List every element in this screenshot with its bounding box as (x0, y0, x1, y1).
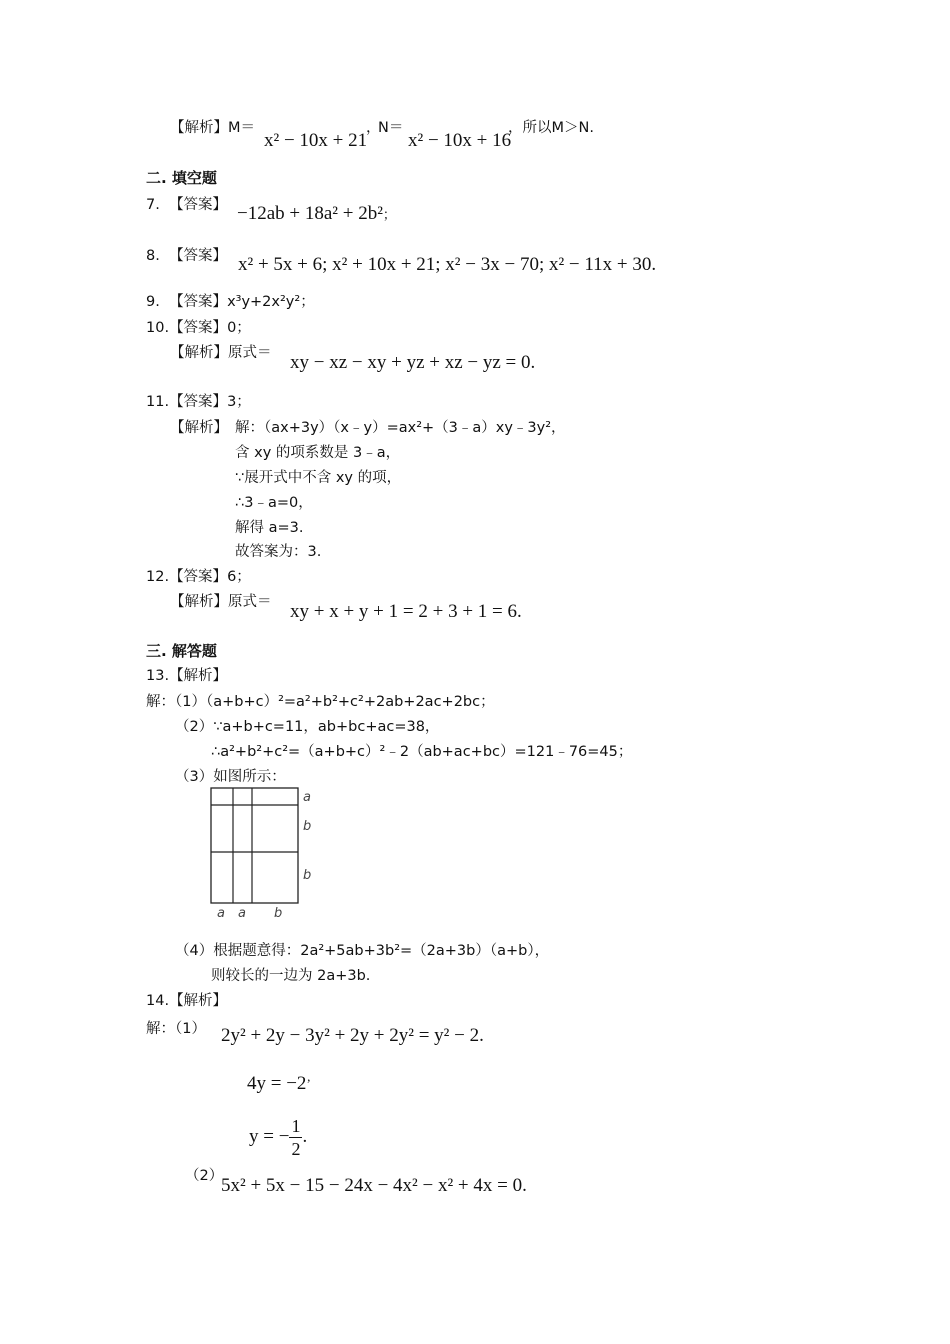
q12-expr: xy + x + y + 1 = 2 + 3 + 1 = 6. (290, 601, 522, 622)
q11-step-6: 故答案为：3. (235, 544, 322, 560)
q13-num: 13. (146, 668, 170, 684)
q7-answer: −12ab + 18a² + 2b²； (237, 203, 396, 224)
diagram-right-label-b2: b (303, 868, 312, 883)
q14-eq3-numerator: 1 (291, 1116, 301, 1137)
q14-eq3: y = − $\frac{1}{2}$ . (249, 1116, 308, 1160)
q11-step-5: 解得 a=3. (235, 520, 304, 536)
q13-step-5: （4）根据题意得：2a²+5ab+3b²=（2a+3b）（a+b）， (175, 943, 550, 959)
q13-heading (146, 666, 227, 686)
q13-area-diagram (205, 783, 325, 923)
q13-step-2: （2）∵a+b+c=11，ab+bc+ac=38， (175, 719, 440, 735)
q14-eq4-end: . (522, 1175, 527, 1196)
diagram-bottom-label-a1: a (217, 906, 225, 921)
q14-eq1-end: . (479, 1025, 484, 1046)
q8-answer: x² + 5x + 6; x² + 10x + 21; x² − 3x − 70; x² − 11x + 30. (238, 254, 657, 275)
q10-end: . (530, 352, 536, 373)
section-solve-title: 三. 解答题 (146, 642, 217, 660)
diagram-bottom-label-a2: a (238, 906, 246, 921)
q7-num: 7. (146, 197, 160, 213)
q6-line (170, 118, 255, 138)
q6-conclusion: ，所以M＞N. (508, 120, 594, 136)
q14-eq2-end: ’ (306, 1076, 311, 1091)
diagram-right-label-a: a (303, 790, 311, 805)
q10-tag: 【答案】 (169, 320, 228, 336)
q9-line (146, 292, 315, 312)
q13-step-1: 解：（1）（a+b+c）²=a²+b²+c²+2ab+2ac+2bc； (146, 694, 495, 710)
q10-answer: 0； (227, 320, 251, 336)
q9-tag: 【答案】 (169, 294, 228, 310)
q14-heading (146, 991, 227, 1011)
q11-step-4: ∴3﹣a=0， (235, 495, 313, 511)
q10-tag2: 【解析】 (170, 345, 228, 361)
q14-eq3-denominator: 2 (291, 1139, 301, 1160)
q13-step-4: （3）如图所示： (175, 769, 286, 785)
q7-tag: 【答案】 (169, 197, 228, 213)
diagram-bottom-label-b: b (274, 906, 283, 921)
q7-end: ； (382, 207, 396, 222)
q14-eq3-fraction (289, 1115, 302, 1160)
q11-step-3: ∵展开式中不含 xy 的项， (235, 470, 402, 486)
q7-label (146, 195, 227, 215)
q14-eq1: 2y² + 2y − 3y² + 2y + 2y² = y² − 2. (221, 1025, 484, 1046)
q11-step-2: 含 xy 的项系数是 3﹣a， (235, 445, 401, 461)
q12-analysis (170, 592, 272, 612)
q11-tag2: 【解析】 (170, 420, 228, 436)
q6-m-expr: x² − 10x + 21 (264, 130, 368, 151)
q10-prefix: 原式＝ (228, 345, 272, 361)
q8-end: . (651, 254, 657, 275)
q11-step-1: 解：（ax+3y）（x﹣y）=ax²+（3﹣a）xy﹣3y²， (235, 420, 566, 436)
q13-step-3: ∴a²+b²+c²=（a+b+c）²﹣2（ab+ac+bc）=121﹣76=45； (211, 744, 633, 760)
diagram-right-label-b1: b (303, 819, 312, 834)
q9-num: 9. (146, 294, 160, 310)
q12-answer: 6； (227, 569, 251, 585)
q8-label (146, 246, 227, 266)
q9-answer: x³y+2x²y²； (227, 294, 315, 310)
q6-sep: ， (366, 120, 381, 136)
q6-n-expr: x² − 10x + 16 (408, 130, 512, 151)
q14-eq3-end: . (302, 1126, 308, 1147)
section-fill-in-title: 二. 填空题 (146, 169, 217, 187)
q12-num: 12. (146, 569, 170, 585)
q10-analysis (170, 343, 272, 363)
q10-expr: xy − xz − xy + yz + xz − yz = 0. (290, 352, 536, 373)
q6-tag: 【解析】 (170, 120, 228, 136)
q11-line (146, 392, 251, 412)
q11-tag: 【答案】 (169, 394, 228, 410)
q14-part1-label: 解：（1） (146, 1021, 206, 1037)
q8-tag: 【答案】 (169, 248, 228, 264)
q12-end: . (517, 601, 522, 622)
q14-num: 14. (146, 993, 170, 1009)
q12-prefix: 原式＝ (228, 594, 272, 610)
q6-n-label: N＝ (378, 120, 404, 136)
q14-eq4: 5x² + 5x − 15 − 24x − 4x² − x² + 4x = 0. (221, 1175, 527, 1196)
q12-tag2: 【解析】 (170, 594, 228, 610)
q8-num: 8. (146, 248, 160, 264)
q12-tag: 【答案】 (169, 569, 228, 585)
q12-line (146, 567, 251, 587)
q13-step-6: 则较长的一边为 2a+3b. (211, 968, 371, 984)
q10-num: 10. (146, 320, 170, 336)
q10-line (146, 318, 251, 338)
q14-part2-label: （2） (185, 1168, 224, 1184)
q13-tag: 【解析】 (169, 668, 228, 684)
q11-answer: 3； (227, 394, 251, 410)
q14-tag: 【解析】 (169, 993, 228, 1009)
q14-eq2: 4y = −2’ (247, 1073, 311, 1094)
q11-num: 11. (146, 394, 170, 410)
q6-m-label: M＝ (228, 120, 256, 136)
